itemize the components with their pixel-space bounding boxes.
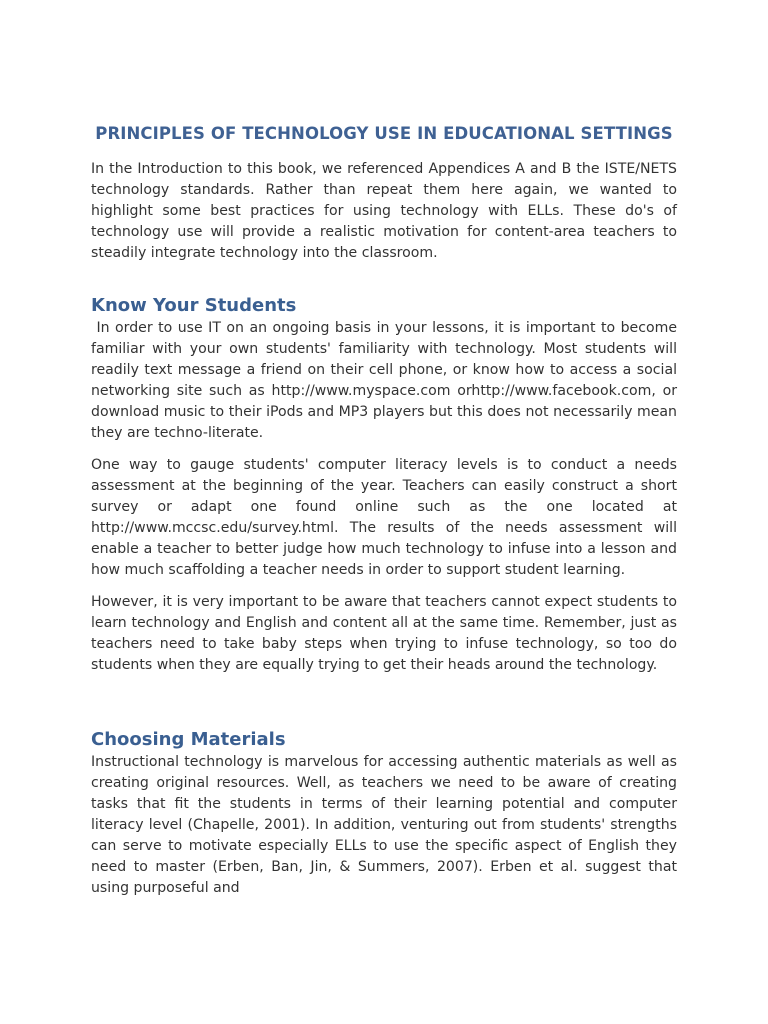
document-title: PRINCIPLES OF TECHNOLOGY USE IN EDUCATIONAL SETTINGS — [95, 124, 673, 143]
section-heading-choosing-materials: Choosing Materials — [91, 729, 286, 750]
paragraph-know-students-1: In order to use IT on an ongoing basis in your lessons, it is important to become familiar with your own students' familiarity with technology. Most students will readily text message a friend on their cell phone, or know how to access a social networking site such as http://www.myspace.com orhttp://www.facebook.com, or download music to their iPods and MP3 players but this does not necessarily mean they are techno-literate. — [91, 320, 682, 441]
intro-paragraph: In the Introduction to this book, we referenced Appendices A and B the ISTE/NETS technology standards. Rather than repeat them here again, we wanted to highlight some best practices for using technology with ELLs. These do's of technology use will provide a realistic motivation for content-area teachers to steadily integrate technology into the classroom. — [91, 161, 677, 261]
section-heading-know-your-students: Know Your Students — [91, 295, 297, 316]
paragraph-choosing-materials-1: Instructional technology is marvelous for accessing authentic materials as well as creating original resources. Well, as teachers we need to be aware of creating tasks that fit the students in terms of their learning potential and computer literacy level (Chapelle, 2001). In addition, venturing out from students' strengths can serve to motivate especially ELLs to use the specific aspect of English they need to master (Erben, Ban, Jin, & Summers, 2007). Erben et al. suggest that using purposeful and — [91, 754, 677, 896]
document-page — [91, 122, 682, 899]
section-know-your-students — [91, 294, 682, 676]
paragraph-know-students-2: One way to gauge students' computer literacy levels is to conduct a needs assessment at the beginning of the year. Teachers can easily construct a short survey or adapt one found online such as the one located at http://www.mccsc.edu/survey.html. The results of the needs assessment will enable a teacher to better judge how much technology to infuse into a lesson and how much scaffolding a teacher needs in order to support student learning. — [91, 457, 677, 578]
section-choosing-materials — [91, 728, 677, 899]
paragraph-know-students-3: However, it is very important to be aware that teachers cannot expect students to learn technology and English and content all at the same time. Remember, just as teachers need to take baby steps when trying to infuse technology, so too do students when they are equally trying to get their heads around the technology. — [91, 594, 677, 673]
